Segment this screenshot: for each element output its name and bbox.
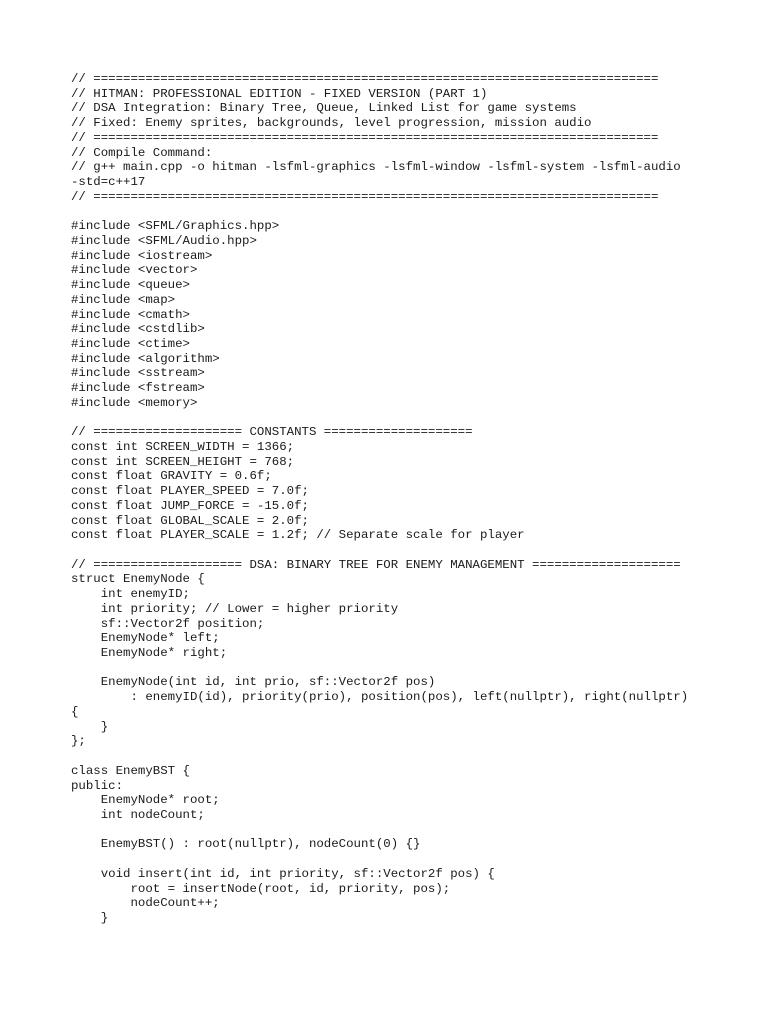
code-line: nodeCount++; (71, 896, 220, 911)
code-line: }; (71, 734, 86, 749)
code-line: // ============================================================================ (71, 189, 659, 204)
code-line: const int SCREEN_WIDTH = 1366; (71, 439, 295, 454)
code-line: // ==================== CONSTANTS ==================== (71, 425, 473, 440)
code-line: public: (71, 778, 124, 793)
code-line: // DSA Integration: Binary Tree, Queue, Linked List for game systems (71, 101, 577, 116)
code-line: EnemyBST() : root(nullptr), nodeCount(0) {} (71, 837, 421, 852)
code-line: #include <queue> (71, 278, 190, 293)
code-line: EnemyNode* root; (71, 793, 220, 808)
code-line (71, 661, 688, 676)
code-line: EnemyNode* left; (71, 631, 220, 646)
code-line: #include <memory> (71, 395, 198, 410)
code-line: EnemyNode* right; (71, 646, 228, 661)
code-line (71, 852, 688, 867)
code-line: #include <iostream> (71, 248, 213, 263)
code-line: sf::Vector2f position; (71, 616, 265, 631)
code-line: : enemyID(id), priority(prio), position(pos), left(nullptr), right(nullptr) (71, 690, 689, 705)
code-line: #include <SFML/Audio.hpp> (71, 233, 257, 248)
code-line: #include <sstream> (71, 366, 205, 381)
code-line: int priority; // Lower = higher priority (71, 601, 399, 616)
code-line: const float PLAYER_SPEED = 7.0f; (71, 484, 309, 499)
code-line: // Compile Command: (71, 145, 213, 160)
code-line: root = insertNode(root, id, priority, pos); (71, 881, 451, 896)
code-line: } (71, 719, 109, 734)
code-line: #include <algorithm> (71, 351, 220, 366)
code-line: EnemyNode(int id, int prio, sf::Vector2f pos) (71, 675, 436, 690)
code-line: int enemyID; (71, 587, 190, 602)
code-line: #include <ctime> (71, 336, 190, 351)
code-line: #include <vector> (71, 263, 198, 278)
code-line: struct EnemyNode { (71, 572, 205, 587)
code-line: -std=c++17 (71, 175, 146, 190)
code-line: void insert(int id, int priority, sf::Vector2f pos) { (71, 866, 495, 881)
code-line (71, 823, 688, 838)
code-line: #include <cstdlib> (71, 322, 205, 337)
code-line: #include <SFML/Graphics.hpp> (71, 219, 280, 234)
code-line: #include <fstream> (71, 381, 205, 396)
code-line: // ============================================================================ (71, 72, 659, 86)
code-line: const int SCREEN_HEIGHT = 768; (71, 454, 295, 469)
code-line: // ==================== DSA: BINARY TREE FOR ENEMY MANAGEMENT ==================== (71, 557, 681, 572)
code-line: class EnemyBST { (71, 763, 190, 778)
code-line (71, 749, 688, 764)
code-line: #include <map> (71, 292, 176, 307)
code-line (71, 543, 688, 558)
code-line: // HITMAN: PROFESSIONAL EDITION - FIXED VERSION (PART 1) (71, 86, 488, 101)
code-line: const float JUMP_FORCE = -15.0f; (71, 498, 309, 513)
code-line (71, 411, 688, 426)
code-line: const float PLAYER_SCALE = 1.2f; // Separate scale for player (71, 528, 525, 543)
code-line: // g++ main.cpp -o hitman -lsfml-graphics -lsfml-window -lsfml-system -lsfml-audio (71, 160, 681, 175)
code-line: int nodeCount; (71, 807, 205, 822)
code-line: // Fixed: Enemy sprites, backgrounds, level progression, mission audio (71, 116, 592, 131)
code-line: const float GRAVITY = 0.6f; (71, 469, 272, 484)
code-line: } (71, 910, 109, 925)
code-line: { (71, 704, 79, 719)
code-line: #include <cmath> (71, 307, 190, 322)
source-code-listing (71, 72, 688, 926)
code-line: // ============================================================================ (71, 130, 659, 145)
code-line (71, 204, 688, 219)
code-line: const float GLOBAL_SCALE = 2.0f; (71, 513, 309, 528)
